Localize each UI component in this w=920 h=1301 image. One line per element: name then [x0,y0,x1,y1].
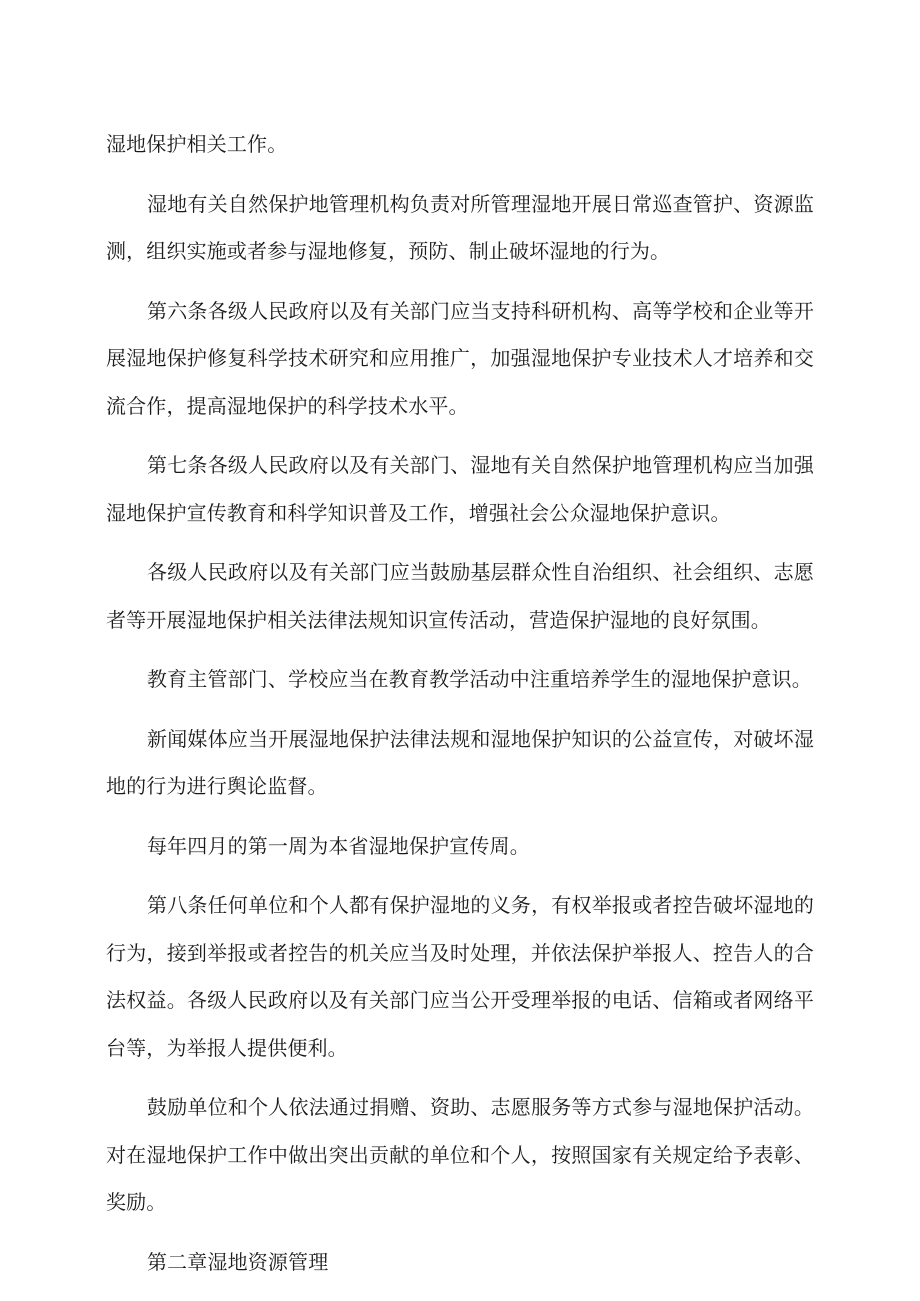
paragraph-news-media: 新闻媒体应当开展湿地保护法律法规和湿地保护知识的公益宣传，对破坏湿地的行为进行舆论监督。 [106,726,814,798]
paragraph-article-8: 第八条任何单位和个人都有保护湿地的义务，有权举报或者控告破坏湿地的行为，接到举报或者控告的机关应当及时处理，并依法保护举报人、控告人的合法权益。各级人民政府以及有关部门应当公开受理举报的电话、信箱或者网络平台等，为举报人提供便利。 [106,893,814,1060]
paragraph-article-7: 第七条各级人民政府以及有关部门、湿地有关自然保护地管理机构应当加强湿地保护宣传教育和科学知识普及工作，增强社会公众湿地保护意识。 [106,453,814,525]
paragraph-publicity-week: 每年四月的第一周为本省湿地保护宣传周。 [147,833,530,858]
paragraph-continuation: 湿地保护相关工作。 [106,132,288,156]
paragraph-education: 教育主管部门、学校应当在教育教学活动中注重培养学生的湿地保护意识。 [147,667,812,691]
paragraph-nature-reserve-duties: 湿地有关自然保护地管理机构负责对所管理湿地开展日常巡查管护、资源监测，组织实施或者参与湿地修复，预防、制止破坏湿地的行为。 [106,191,814,263]
paragraph-encouragement: 鼓励单位和个人依法通过捐赠、资助、志愿服务等方式参与湿地保护活动。对在湿地保护工作中做出突出贡献的单位和个人，按照国家有关规定给予表彰、奖励。 [106,1095,814,1214]
paragraph-article-6: 第六条各级人民政府以及有关部门应当支持科研机构、高等学校和企业等开展湿地保护修复科学技术研究和应用推广，加强湿地保护专业技术人才培养和交流合作，提高湿地保护的科学技术水平。 [106,298,814,418]
document-page [106,121,814,1298]
paragraph-grassroots-publicity: 各级人民政府以及有关部门应当鼓励基层群众性自治组织、社会组织、志愿者等开展湿地保护相关法律法规知识宣传活动，营造保护湿地的良好氛围。 [106,560,814,632]
chapter-heading: 第二章湿地资源管理 [147,1249,329,1274]
